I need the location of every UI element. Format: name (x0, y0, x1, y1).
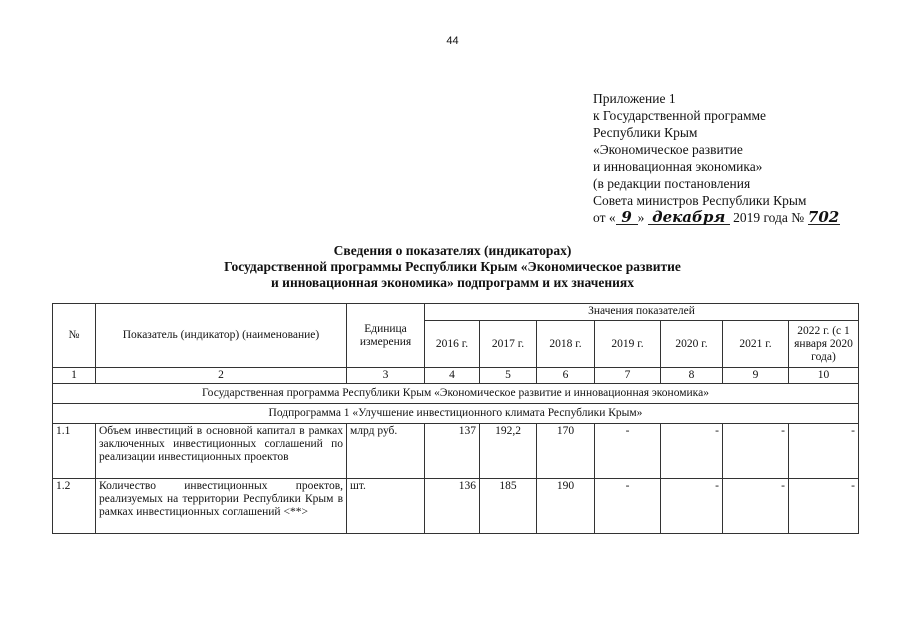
title-line: Государственной программы Республики Крым «Экономическое развитие (224, 259, 681, 274)
row-value: 170 (537, 424, 595, 479)
column-number: 8 (661, 368, 723, 384)
appendix-line: и инновационная экономика» (593, 159, 763, 174)
subprogram-title: Подпрограмма 1 «Улучшение инвестиционного климата Республики Крым» (53, 404, 859, 424)
row-value: - (789, 424, 859, 479)
handwritten-day: 9 (616, 210, 638, 225)
row-value: - (789, 479, 859, 534)
row-value: - (595, 424, 661, 479)
title-line: Сведения о показателях (индикаторах) (333, 243, 572, 258)
header-year: 2021 г. (723, 321, 789, 368)
table-row (53, 424, 859, 479)
appendix-line: Приложение 1 (593, 91, 676, 106)
header-indicator: Показатель (индикатор) (наименование) (96, 304, 347, 368)
column-number: 7 (595, 368, 661, 384)
row-value: 137 (425, 424, 480, 479)
handwritten-number: 702 (807, 208, 840, 226)
row-value: - (661, 479, 723, 534)
column-number: 4 (425, 368, 480, 384)
column-numbers-row (53, 368, 859, 384)
row-value: - (723, 424, 789, 479)
appendix-line: Совета министров Республики Крым (593, 193, 807, 208)
header-unit: Единица измерения (347, 304, 425, 368)
row-unit: млрд руб. (347, 424, 425, 479)
column-number: 2 (96, 368, 347, 384)
column-number: 9 (723, 368, 789, 384)
row-value: - (723, 479, 789, 534)
row-value: 185 (480, 479, 537, 534)
page-number: 44 (446, 35, 459, 47)
column-number: 1 (53, 368, 96, 384)
column-number: 5 (480, 368, 537, 384)
header-values-group: Значения показателей (425, 304, 859, 321)
header-year: 2019 г. (595, 321, 661, 368)
subprogram-row (53, 404, 859, 424)
row-unit: шт. (347, 479, 425, 534)
program-title: Государственная программа Республики Крым «Экономическое развитие и инновационная экономика» (53, 384, 859, 404)
indicators-table (52, 303, 859, 534)
appendix-line: Республики Крым (593, 125, 698, 140)
title-line: и инновационная экономика» подпрограмм и их значениях (271, 275, 634, 290)
date-suffix: 2019 года № (729, 210, 805, 225)
appendix-block (593, 90, 840, 226)
column-number: 3 (347, 368, 425, 384)
header-year: 2018 г. (537, 321, 595, 368)
header-year: 2016 г. (425, 321, 480, 368)
row-indicator-name: Объем инвестиций в основной капитал в рамках заключенных инвестиционных соглашений по реализации инвестиционных проектов (96, 424, 347, 479)
appendix-line: «Экономическое развитие (593, 142, 743, 157)
column-number: 6 (537, 368, 595, 384)
date-mid: » (637, 210, 645, 225)
handwritten-month: декабря (648, 210, 730, 225)
row-num: 1.1 (53, 424, 96, 479)
row-num: 1.2 (53, 479, 96, 534)
table-header-row (53, 304, 859, 321)
header-year: 2020 г. (661, 321, 723, 368)
program-row (53, 384, 859, 404)
row-value: 192,2 (480, 424, 537, 479)
appendix-line: (в редакции постановления (593, 176, 751, 191)
document-title (0, 243, 905, 291)
row-value: - (661, 424, 723, 479)
row-indicator-name: Количество инвестиционных проектов, реализуемых на территории Республики Крым в рамках инвестиционных соглашений <**> (96, 479, 347, 534)
row-value: - (595, 479, 661, 534)
header-year: 2017 г. (480, 321, 537, 368)
column-number: 10 (789, 368, 859, 384)
appendix-line: к Государственной программе (593, 108, 767, 123)
row-value: 190 (537, 479, 595, 534)
row-value: 136 (425, 479, 480, 534)
header-num: № (53, 304, 96, 368)
header-year: 2022 г. (с 1 января 2020 года) (789, 321, 859, 368)
date-prefix: от « (593, 210, 616, 225)
table-row (53, 479, 859, 534)
appendix-date-line (593, 209, 840, 226)
